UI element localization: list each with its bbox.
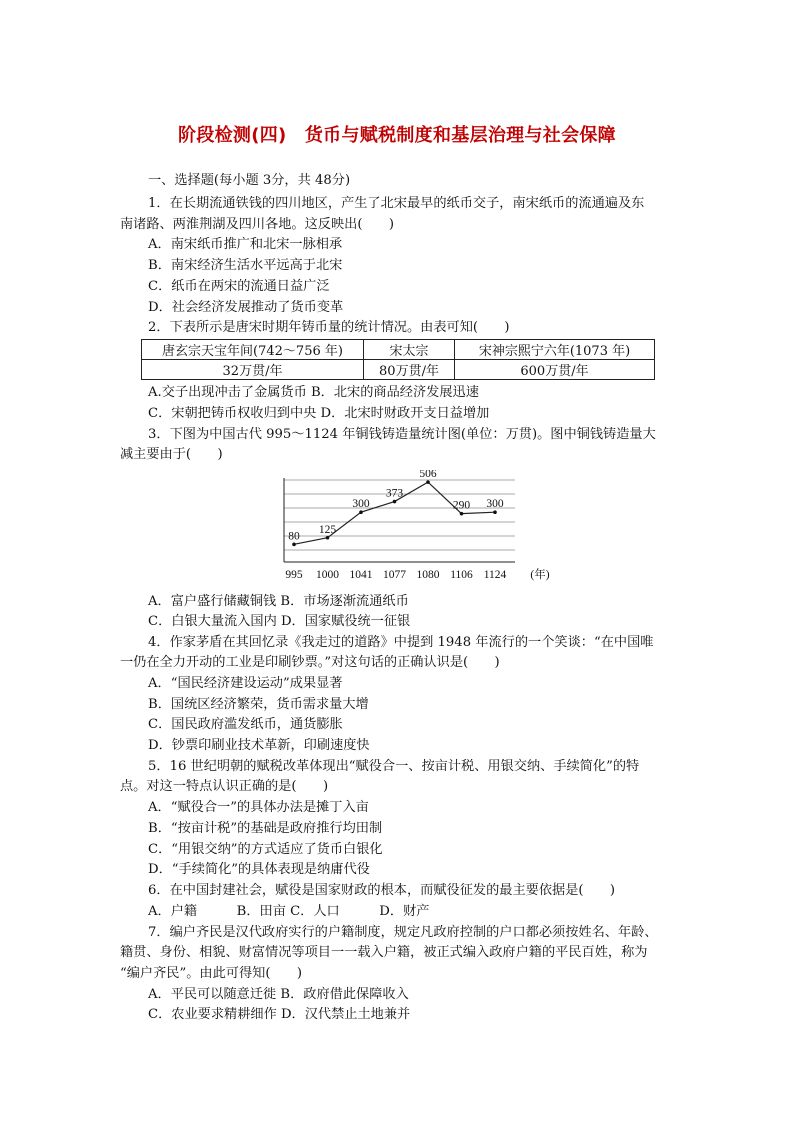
q3-stem-line2: 减主要由于( ) [120,447,223,462]
data-label: 506 [419,470,437,481]
table-cell: 600万贯/年 [455,360,655,380]
q2-options-ab: A.交子出现冲击了金属货币 B．北宋的商品经济发展迅速 [148,385,479,400]
data-label: 300 [486,498,504,511]
x-tick-label: 1041 [349,569,373,581]
q2-stem: 2．下表所示是唐宋时期年铸币量的统计情况。由表可知( ) [148,320,510,335]
q1-stem-line2: 南诸路、两淮荆湖及四川各地。这反映出( ) [120,217,395,232]
q5-option-c: C．“用银交纳”的方式适应了货币白银化 [148,842,383,857]
table-header-cell: 宋神宗熙宁六年(1073 年) [455,340,655,360]
q5-stem-line1: 5．16 世纪明朝的赋税改革体现出“赋役合一、按亩计税、用银交纳、手续简化”的特 [148,759,640,774]
table-header-row [142,340,655,360]
q7-options-ab: A．平民可以随意迁徙 B．政府借此保障收入 [148,987,409,1002]
table-row [142,360,655,380]
q2-options-cd: C．宋朝把铸币权收归到中央 D．北宋时财政开支日益增加 [148,406,490,421]
q7-stem-line3: “编户齐民”。由此可得知( ) [120,966,303,981]
copper-coin-line-chart [270,470,560,590]
q6-stem: 6．在中国封建社会，赋役是国家财政的根本，而赋役征发的最主要依据是( ) [148,883,616,898]
x-tick-label: 1106 [450,569,473,581]
q5-option-d: D．“手续简化”的具体表现是纳庸代役 [148,862,370,877]
q1-option-a: A．南宋纸币推广和北宋一脉相承 [148,237,343,252]
data-point [359,510,363,514]
x-tick-label: 995 [285,569,303,581]
q3-options-cd: C．白银大量流入国内 D．国家赋役统一征银 [148,614,411,629]
q4-option-b: B．国统区经济繁荣，货币需求量大增 [148,697,369,712]
q4-stem-line2: 一仍在全力开动的工业是印刷钞票。”对这句话的正确认识是( ) [120,655,500,670]
data-label: 290 [452,499,471,512]
q6-options: A．户籍 B．田亩 C．人口 D．财产 [148,904,430,919]
q5-option-b: B．“按亩计税”的基础是政府推行均田制 [148,821,383,836]
x-tick-label: 1000 [316,569,339,581]
x-axis-unit: (年) [530,569,550,581]
q5-stem-line2: 点。对这一特点认识正确的是( ) [120,779,329,794]
table-header-cell: 唐玄宗天宝年间(742～756 年) [142,340,364,360]
q7-stem-line2: 籍贯、身份、相貌、财富情况等项目一一载入户籍，被正式编入政府户籍的平民百姓，称为 [120,945,648,960]
q3-options-ab: A．富户盛行储藏铜钱 B．市场逐渐流通纸币 [148,594,409,609]
q4-option-c: C．国民政府滥发纸币，通货膨胀 [148,717,343,732]
x-tick-label: 1124 [483,569,507,581]
q1-stem-line1: 1．在长期流通铁钱的四川地区，产生了北宋最早的纸币交子，南宋纸币的流通遍及东 [148,196,645,211]
table-cell: 32万贯/年 [142,360,364,380]
q1-option-c: C．纸币在两宋的流通日益广泛 [148,279,330,294]
data-point [292,543,296,547]
table-cell: 80万贯/年 [364,360,455,380]
q1-option-d: D．社会经济发展推动了货币变革 [148,300,344,315]
page-title: 阶段检测(四) 货币与赋税制度和基层治理与社会保障 [178,125,616,146]
data-label: 80 [288,530,300,543]
data-label: 125 [318,523,337,536]
section-heading: 一、选择题(每小题 3分，共 48分) [148,173,351,188]
data-point [426,480,430,484]
data-point [460,512,464,516]
q1-option-b: B．南宋经济生活水平远高于北宋 [148,258,343,273]
q5-option-a: A．“赋役合一”的具体办法是摊丁入亩 [148,800,369,815]
data-point [393,500,397,504]
q4-option-a: A．“国民经济建设运动”成果显著 [148,676,343,691]
table-header-cell: 宋太宗 [364,340,455,360]
data-label: 373 [385,487,404,500]
q4-stem-line1: 4．作家茅盾在其回忆录《我走过的道路》中提到 1948 年流行的一个笑谈：“在中国唯 [148,635,654,650]
x-tick-label: 1077 [383,569,406,581]
q2-data-table [141,339,655,380]
q7-options-cd: C．农业要求精耕细作 D．汉代禁止土地兼并 [148,1007,411,1022]
q7-stem-line1: 7．编户齐民是汉代政府实行的户籍制度，规定凡政府控制的户口都必须按姓名、年龄、 [148,925,658,940]
data-point [493,510,497,514]
q3-stem-line1: 3．下图为中国古代 995～1124 年铜钱铸造量统计图(单位：万贯)。图中铜钱铸造量大 [148,427,656,442]
x-tick-label: 1080 [416,569,440,581]
data-label: 300 [352,498,370,511]
data-point [326,536,330,540]
q4-option-d: D．钞票印刷业技术革新，印刷速度快 [148,738,370,753]
